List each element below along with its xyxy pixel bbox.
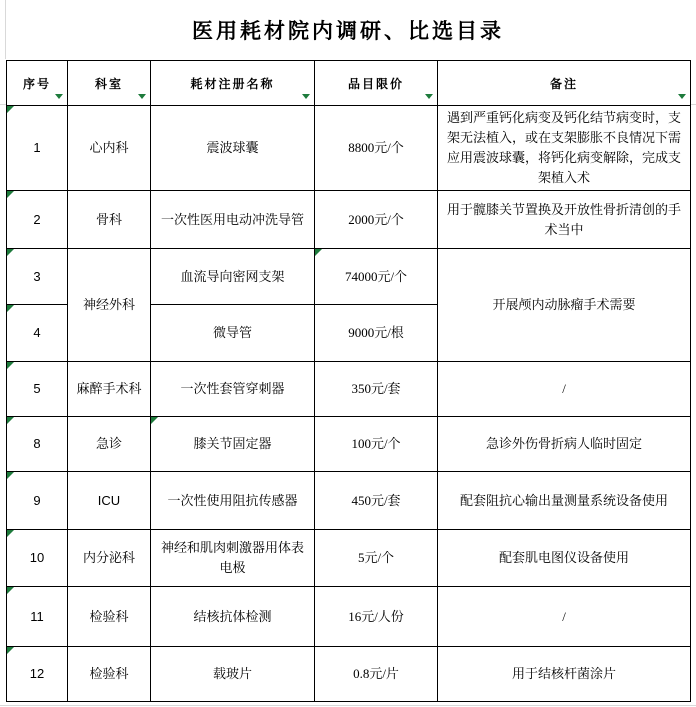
cell-note[interactable]: 用于结核杆菌涂片 xyxy=(438,647,691,702)
column-header-name-label: 耗材注册名称 xyxy=(190,76,275,91)
cell-no[interactable]: 10 xyxy=(7,530,68,587)
cell-note[interactable]: 配套肌电图仪设备使用 xyxy=(438,530,691,587)
filter-dropdown-icon[interactable] xyxy=(53,92,64,101)
table-row xyxy=(7,647,691,702)
cell-dept[interactable]: 急诊 xyxy=(68,417,151,472)
cell-dept[interactable]: 内分泌科 xyxy=(68,530,151,587)
cell-name[interactable]: 血流导向密网支架 xyxy=(151,249,315,305)
cell-no[interactable]: 2 xyxy=(7,191,68,249)
filter-dropdown-icon[interactable] xyxy=(676,92,687,101)
cell-no[interactable]: 1 xyxy=(7,106,68,191)
sheet-gridline-horizontal-bottom xyxy=(0,705,696,706)
cell-price[interactable]: 450元/套 xyxy=(315,472,438,530)
column-header-note[interactable] xyxy=(438,61,691,106)
column-header-no[interactable] xyxy=(7,61,68,106)
cell-note[interactable]: / xyxy=(438,362,691,417)
cell-name[interactable]: 结核抗体检测 xyxy=(151,587,315,647)
cell-dept[interactable]: 检验科 xyxy=(68,647,151,702)
consumables-table xyxy=(6,60,691,702)
cell-price[interactable]: 5元/个 xyxy=(315,530,438,587)
cell-no[interactable]: 3 xyxy=(7,249,68,305)
cell-name[interactable]: 载玻片 xyxy=(151,647,315,702)
cell-no[interactable]: 12 xyxy=(7,647,68,702)
cell-price[interactable]: 16元/人份 xyxy=(315,587,438,647)
cell-dept[interactable]: 检验科 xyxy=(68,587,151,647)
cell-note[interactable]: 用于髋膝关节置换及开放性骨折清创的手术当中 xyxy=(438,191,691,249)
cell-no[interactable]: 11 xyxy=(7,587,68,647)
table-row xyxy=(7,472,691,530)
cell-name[interactable]: 一次性套管穿刺器 xyxy=(151,362,315,417)
cell-price[interactable]: 350元/套 xyxy=(315,362,438,417)
cell-dept-merged[interactable]: 神经外科 xyxy=(68,249,151,362)
cell-name[interactable]: 一次性使用阻抗传感器 xyxy=(151,472,315,530)
cell-name[interactable]: 震波球囊 xyxy=(151,106,315,191)
filter-dropdown-icon[interactable] xyxy=(423,92,434,101)
cell-price[interactable]: 74000元/个 xyxy=(315,249,438,305)
header-row xyxy=(7,61,691,106)
cell-no[interactable]: 8 xyxy=(7,417,68,472)
column-header-dept[interactable] xyxy=(68,61,151,106)
table-row xyxy=(7,530,691,587)
table-row xyxy=(7,249,691,305)
cell-name[interactable]: 一次性医用电动冲洗导管 xyxy=(151,191,315,249)
filter-dropdown-icon[interactable] xyxy=(136,92,147,101)
column-header-price[interactable] xyxy=(315,61,438,106)
cell-dept[interactable]: 心内科 xyxy=(68,106,151,191)
cell-price[interactable]: 9000元/根 xyxy=(315,305,438,362)
cell-note[interactable]: 配套阻抗心输出量测量系统设备使用 xyxy=(438,472,691,530)
cell-price[interactable]: 0.8元/片 xyxy=(315,647,438,702)
column-header-dept-label: 科室 xyxy=(94,76,123,91)
cell-no[interactable]: 9 xyxy=(7,472,68,530)
cell-price[interactable]: 100元/个 xyxy=(315,417,438,472)
cell-note-merged[interactable]: 开展颅内动脉瘤手术需要 xyxy=(438,249,691,362)
cell-dept[interactable]: 骨科 xyxy=(68,191,151,249)
cell-no[interactable]: 4 xyxy=(7,305,68,362)
table-row xyxy=(7,417,691,472)
cell-note[interactable]: / xyxy=(438,587,691,647)
cell-dept[interactable]: 麻醉手术科 xyxy=(68,362,151,417)
filter-dropdown-icon[interactable] xyxy=(300,92,311,101)
page-title: 医用耗材院内调研、比选目录 xyxy=(192,19,504,43)
table-row xyxy=(7,106,691,191)
cell-note[interactable]: 急诊外伤骨折病人临时固定 xyxy=(438,417,691,472)
table-row xyxy=(7,362,691,417)
column-header-price-label: 品目限价 xyxy=(347,76,404,91)
column-header-note-label: 备注 xyxy=(549,76,578,91)
cell-name[interactable]: 膝关节固定器 xyxy=(151,417,315,472)
cell-price[interactable]: 2000元/个 xyxy=(315,191,438,249)
cell-name[interactable]: 微导管 xyxy=(151,305,315,362)
cell-note[interactable]: 遇到严重钙化病变及钙化结节病变时，支架无法植入，或在支架膨胀不良情况下需应用震波球囊，将钙化病变解除，完成支架植入术 xyxy=(438,106,691,191)
cell-dept[interactable]: ICU xyxy=(68,472,151,530)
column-header-no-label: 序号 xyxy=(22,76,51,91)
column-header-name[interactable] xyxy=(151,61,315,106)
cell-price[interactable]: 8800元/个 xyxy=(315,106,438,191)
table-row xyxy=(7,587,691,647)
cell-no[interactable]: 5 xyxy=(7,362,68,417)
table-row xyxy=(7,191,691,249)
cell-name[interactable]: 神经和肌肉刺激器用体表电极 xyxy=(151,530,315,587)
